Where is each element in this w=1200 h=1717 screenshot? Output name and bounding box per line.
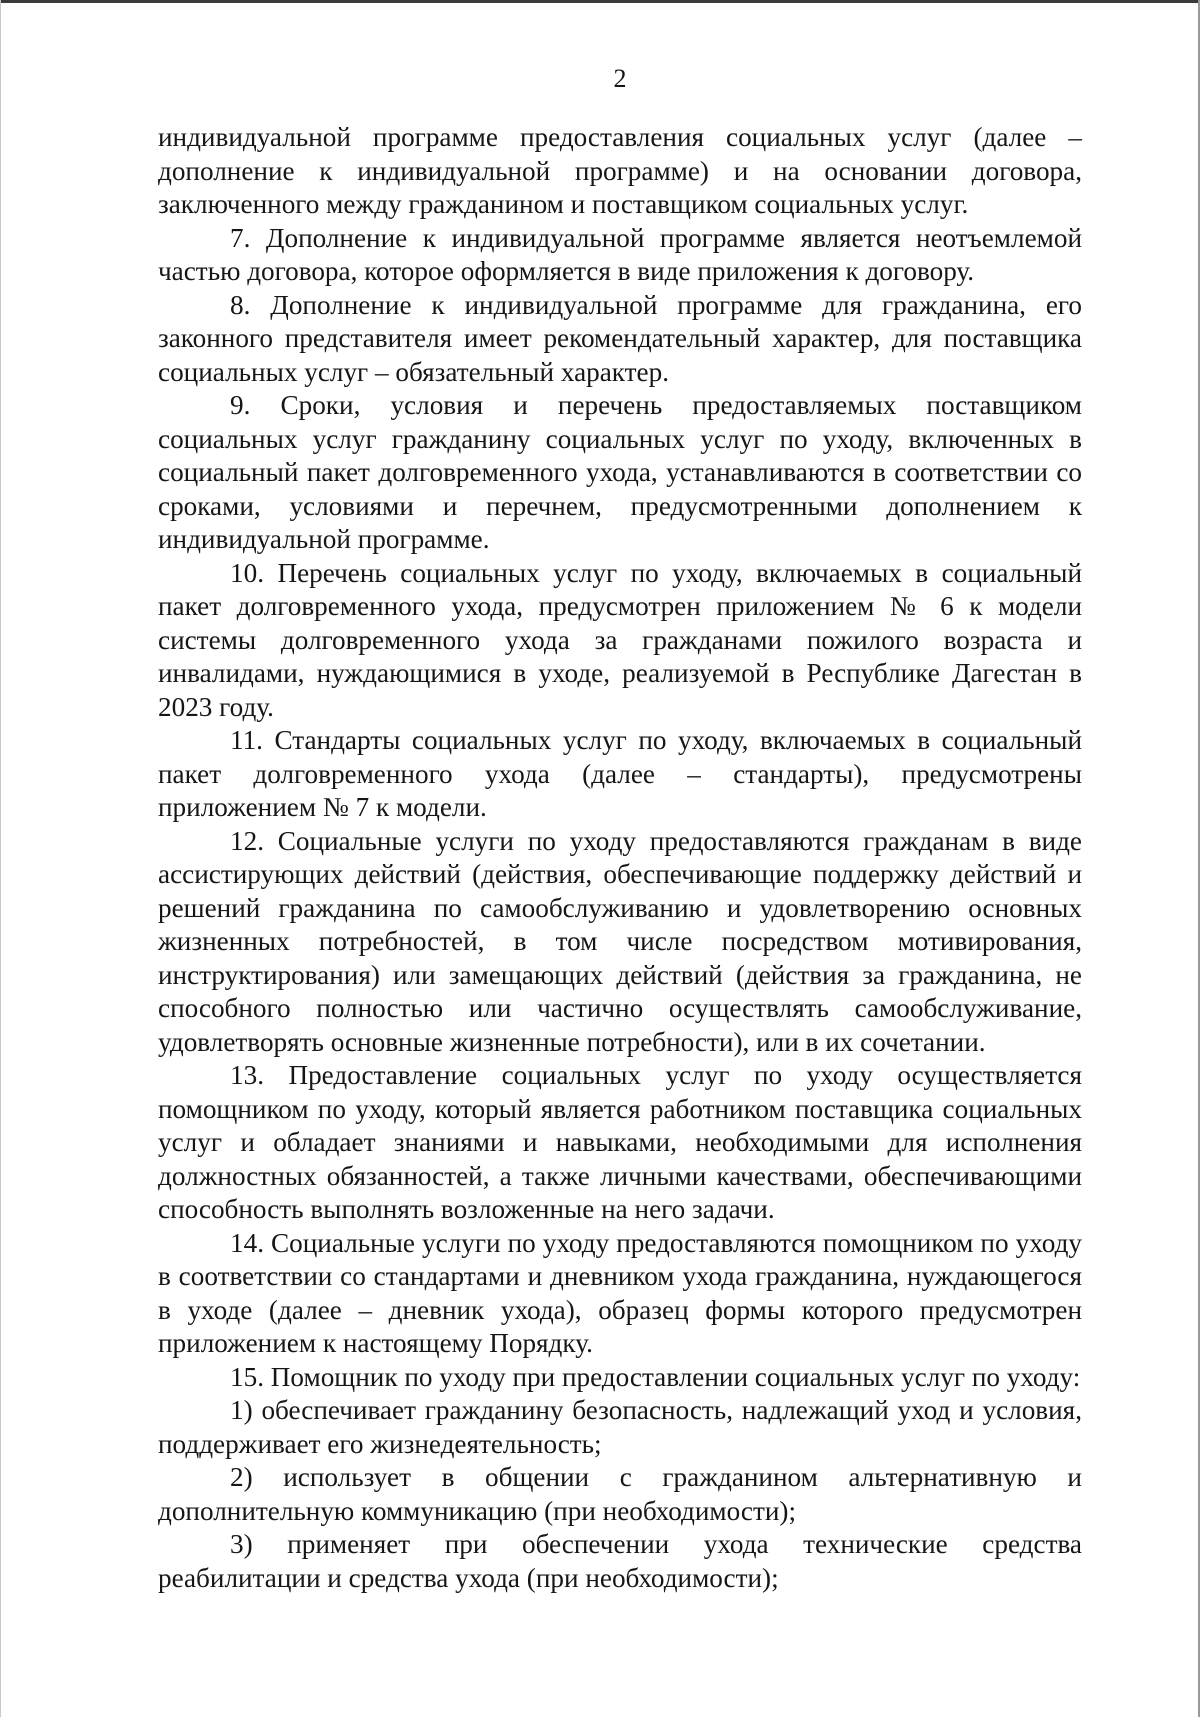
paragraph-11: 11. Стандарты социальных услуг по уходу, включаемых в социальный пакет долговременного ухода (далее – стандарты), предусмотрены приложением № 7 к модели. xyxy=(158,725,1082,822)
list-item-2: 2) использует в общении с гражданином альтернативную и дополнительную коммуникацию (при необходимости); xyxy=(158,1462,1082,1526)
list-item-1: 1) обеспечивает гражданину безопасность, надлежащий уход и условия, поддерживает его жизнедеятельность; xyxy=(158,1395,1082,1459)
paragraph-7: 7. Дополнение к индивидуальной программе является неотъемлемой частью договора, которое оформляется в виде приложения к договору. xyxy=(158,222,1082,286)
scan-edge-top xyxy=(0,0,1200,3)
paragraph-continuation: индивидуальной программе предоставления социальных услуг (далее – дополнение к индивидуальной программе) и на основании договора, заключенного между гражданином и поставщиком социальных услуг. xyxy=(158,122,1082,219)
paragraph-14: 14. Социальные услуги по уходу предоставляются помощником по уходу в соответствии со стандартами и дневником ухода гражданина, нуждающегося в уходе (далее – дневник ухода), образец формы которого предусмотрен приложением к настоящему Порядку. xyxy=(158,1227,1082,1358)
paragraph-9: 9. Сроки, условия и перечень предоставляемых поставщиком социальных услуг гражданину социальных услуг по уходу, включенных в социальный пакет долговременного ухода, устанавливаются в соответствии со сроками, условиями и перечнем, предусмотренными дополнением к индивидуальной программе. xyxy=(158,390,1082,554)
page-number: 2 xyxy=(613,64,627,93)
paragraph-13: 13. Предоставление социальных услуг по уходу осуществляется помощником по уходу, который является работником поставщика социальных услуг и обладает знаниями и навыками, необходимыми для исполнения должностных обязанностей, а также личными качествами, обеспечивающими способность выполнять возложенные на него задачи. xyxy=(158,1060,1082,1224)
paragraph-8: 8. Дополнение к индивидуальной программе для гражданина, его законного представителя имеет рекомендательный характер, для поставщика социальных услуг – обязательный характер. xyxy=(158,289,1082,387)
scan-edge-left xyxy=(0,0,1,1717)
paragraph-10: 10. Перечень социальных услуг по уходу, включаемых в социальный пакет долговременного ухода, предусмотрен приложением № 6 к модели системы долговременного ухода за гражданами пожилого возраста и инвалидами, нуждающимися в уходе, реализуемой в Республике Дагестан в 2023 году. xyxy=(158,557,1082,722)
paragraph-15: 15. Помощник по уходу при предоставлении социальных услуг по уходу: xyxy=(230,1361,1081,1392)
list-item-3: 3) применяет при обеспечении ухода технические средства реабилитации и средства ухода (при необходимости); xyxy=(158,1529,1082,1593)
document-body xyxy=(158,121,1082,1595)
paragraph-12: 12. Социальные услуги по уходу предоставляются гражданам в виде ассистирующих действий (действия, обеспечивающие поддержку действий и решений гражданина по самообслуживанию и удовлетворению основных жизненных потребностей, в том числе посредством мотивирования, инструктирования) или замещающих действий (действия за гражданина, не способного полностью или частично осуществлять самообслуживание, удовлетворять основные жизненные потребности), или в их сочетании. xyxy=(158,825,1082,1057)
